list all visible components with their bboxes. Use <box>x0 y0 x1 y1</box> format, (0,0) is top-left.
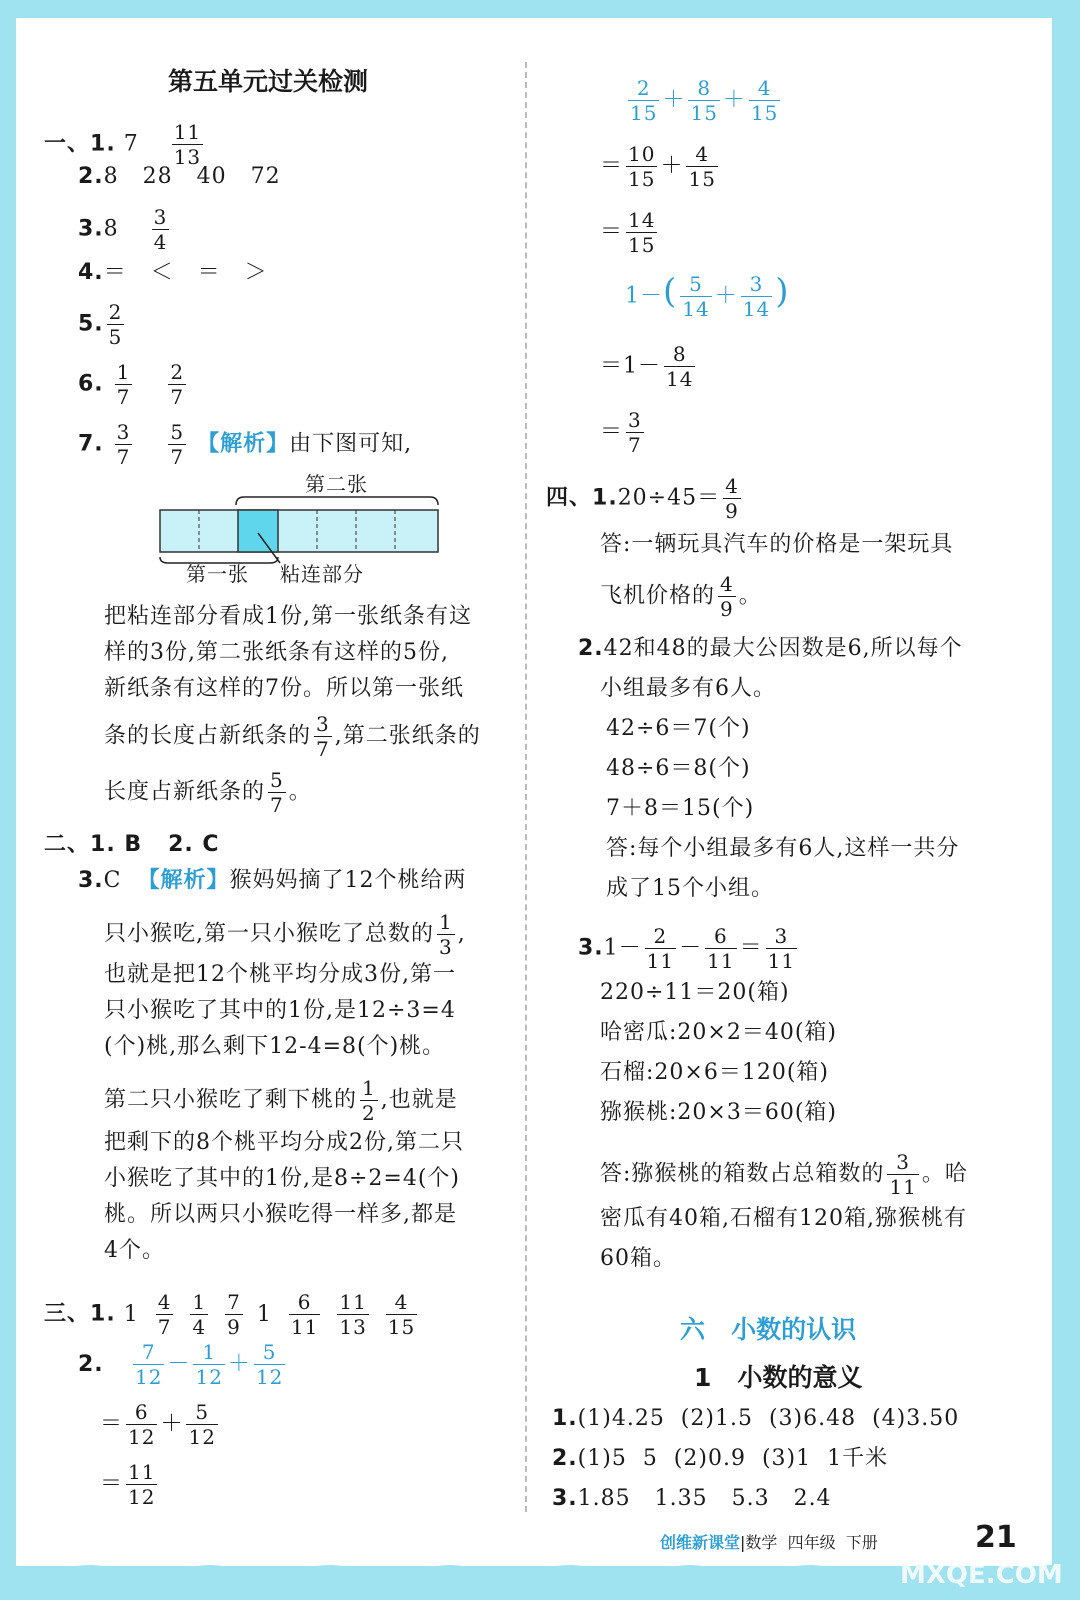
label-first: 第一张 <box>186 562 249 586</box>
q2-3-l5: (个)桃,那么剩下12-4=8(个)桃。 <box>104 1034 446 1059</box>
q1-7-expl-3: 新纸条有这样的7份。所以第一张纸 <box>104 676 464 701</box>
q3-1-answer-5: 1 <box>256 1301 272 1327</box>
q3-1-answer-7: $\frac{11}{13}$ <box>339 1290 367 1339</box>
q1-2: 2.8 28 40 72 <box>78 164 281 189</box>
chapter-heading: 六 小数的认识 <box>680 1315 857 1344</box>
q3-1-answer-8: $\frac{4}{15}$ <box>387 1290 416 1339</box>
page-number: 21 <box>975 1520 1017 1555</box>
q4-2-l2: 小组最多有6人。 <box>600 676 776 701</box>
q1-7-expl-4: 条的长度占新纸条的 $\frac{3}{7}$ ,第二张纸条的 <box>104 712 481 761</box>
q4-3-l6: 答:猕猴桃的箱数占总箱数的 $\frac{3}{11}$ 。哈 <box>600 1150 968 1199</box>
q2-3-l9: 桃。所以两只小猴吃得一样多,都是 <box>104 1202 457 1227</box>
q3-1-answer-2: $\frac{4}{7}$ <box>157 1290 172 1339</box>
q3-2-expr-2: ＝ $\frac{6}{12}$ ＋ $\frac{5}{12}$ <box>100 1400 216 1449</box>
q4-3-expr: 3.1－ $\frac{2}{11}$ － $\frac{6}{11}$ ＝ $\frac{3}{11}$ <box>578 924 796 973</box>
ex-2: 2.(1)5 5 (2)0.9 (3)1 1千米 <box>552 1446 889 1471</box>
q4-1: 四、1.20÷45＝ $\frac{4}{9}$ <box>546 474 739 523</box>
q1-1: 一、1. 7 $\frac{11}{13}$ <box>44 120 202 169</box>
q4-3-l8: 60箱。 <box>600 1246 676 1271</box>
q2-3-l8: 小猴吃了其中的1份,是8÷2=4(个) <box>104 1166 461 1191</box>
q1-7-expl-1: 把粘连部分看成1份,第一张纸条有这 <box>104 604 472 629</box>
label-second: 第二张 <box>305 472 368 496</box>
r-expr-1: $\frac{2}{15}$ ＋ $\frac{8}{15}$ ＋ $\frac{4}{15}$ <box>630 76 779 125</box>
q1-5: 5. $\frac{2}{5}$ <box>78 300 123 349</box>
q2-3-l2: 只小猴吃,第一只小猴吃了总数的 $\frac{1}{3}$ , <box>104 910 466 959</box>
footer: 创维新课堂|数学 四年级 下册 <box>660 1533 878 1552</box>
q4-3-l5: 猕猴桃:20×3＝60(箱) <box>600 1100 837 1125</box>
q4-3-l4: 石榴:20×6＝120(箱) <box>600 1060 829 1085</box>
r-expr-6: ＝ $\frac{3}{7}$ <box>600 408 642 457</box>
q4-2-l3: 42÷6＝7(个) <box>606 716 751 741</box>
q3-1-answer-3: $\frac{1}{4}$ <box>192 1290 207 1339</box>
q3-1-answer-1: 1 <box>123 1301 139 1327</box>
q1-7-expl-2: 样的3份,第二张纸条有这样的5份, <box>104 640 449 665</box>
q4-2-l5: 7＋8＝15(个) <box>606 796 755 821</box>
q1-6: 6. $\frac{1}{7}$ $\frac{2}{7}$ <box>78 360 185 409</box>
watermark: MXQE.COM <box>900 1560 1063 1590</box>
ex-1: 1.(1)4.25 (2)1.5 (3)6.48 (4)3.50 <box>552 1406 960 1431</box>
label-overlap: 粘连部分 <box>280 562 364 586</box>
q4-1-ans-2: 飞机价格的 $\frac{4}{9}$ 。 <box>600 572 762 621</box>
q2-3-l4: 只小猴吃了其中的1份,是12÷3=4 <box>104 998 456 1023</box>
r-expr-5: ＝1－ $\frac{8}{14}$ <box>600 342 694 391</box>
page-title: 第五单元过关检测 <box>168 67 369 96</box>
q2-3-l7: 把剩下的8个桃平均分成2份,第二只 <box>104 1130 464 1155</box>
q4-2-l1: 2.42和48的最大公因数是6,所以每个 <box>578 636 963 661</box>
lesson-heading: 1 小数的意义 <box>694 1363 863 1392</box>
q2-3-l10: 4个。 <box>104 1238 165 1263</box>
q3-1-answer-6: $\frac{6}{11}$ <box>290 1290 319 1339</box>
q3-2-label: 2. <box>78 1352 104 1377</box>
paper-strip-diagram <box>150 472 450 590</box>
q4-1-ans-1: 答:一辆玩具汽车的价格是一架玩具 <box>600 532 954 557</box>
q1-3: 3.8 $\frac{3}{4}$ <box>78 205 168 254</box>
q4-3-l7: 密瓜有40箱,石榴有120箱,猕猴桃有 <box>600 1206 967 1231</box>
q4-2-l4: 48÷6＝8(个) <box>606 756 751 781</box>
r-expr-3: ＝ $\frac{14}{15}$ <box>600 208 656 257</box>
q4-2-l7: 成了15个小组。 <box>606 876 774 901</box>
q3-1: 三、1. 1 $\frac{4}{7}$ $\frac{1}{4}$ $\frac{7}{9}$ 1 $\frac{6}{11}$ $\frac{11}{13}$ $\frac{4}{15}$ <box>44 1290 416 1339</box>
q1-4: 4.＝ ＜ ＝ ＞ <box>78 260 268 285</box>
q1-7: 7. $\frac{3}{7}$ $\frac{5}{7}$ 【解析】由下图可知, <box>78 420 413 469</box>
q4-3-l2: 220÷11＝20(箱) <box>600 980 790 1005</box>
q2-3-l3: 也就是把12个桃平均分成3份,第一 <box>104 962 456 987</box>
q3-1-answer-4: $\frac{7}{9}$ <box>227 1290 241 1339</box>
r-expr-4: 1－( $\frac{5}{14}$ ＋ $\frac{3}{14}$ ) <box>625 271 790 321</box>
ex-3: 3.1.85 1.35 5.3 2.4 <box>552 1486 832 1511</box>
right-wave-border <box>1030 0 1080 1600</box>
q4-3-l3: 哈密瓜:20×2＝40(箱) <box>600 1020 837 1045</box>
q2-1-2: 二、1. B 2. C <box>44 832 220 857</box>
q4-2-l6: 答:每个小组最多有6人,这样一共分 <box>606 836 960 861</box>
column-divider <box>525 62 527 1512</box>
q3-2-expr-3: ＝ $\frac{11}{12}$ <box>100 1460 156 1509</box>
q2-3-l6: 第二只小猴吃了剩下桃的 $\frac{1}{2}$ ,也就是 <box>104 1076 458 1125</box>
q2-3: 3.C 【解析】猴妈妈摘了12个桃给两 <box>78 868 467 893</box>
q3-2-expr-1: $\frac{7}{12}$ － $\frac{1}{12}$ ＋ $\frac{5}{12}$ <box>135 1340 284 1389</box>
r-expr-2: ＝ $\frac{10}{15}$ ＋ $\frac{4}{15}$ <box>600 142 716 191</box>
q1-7-expl-5: 长度占新纸条的 $\frac{5}{7}$ 。 <box>104 768 312 817</box>
